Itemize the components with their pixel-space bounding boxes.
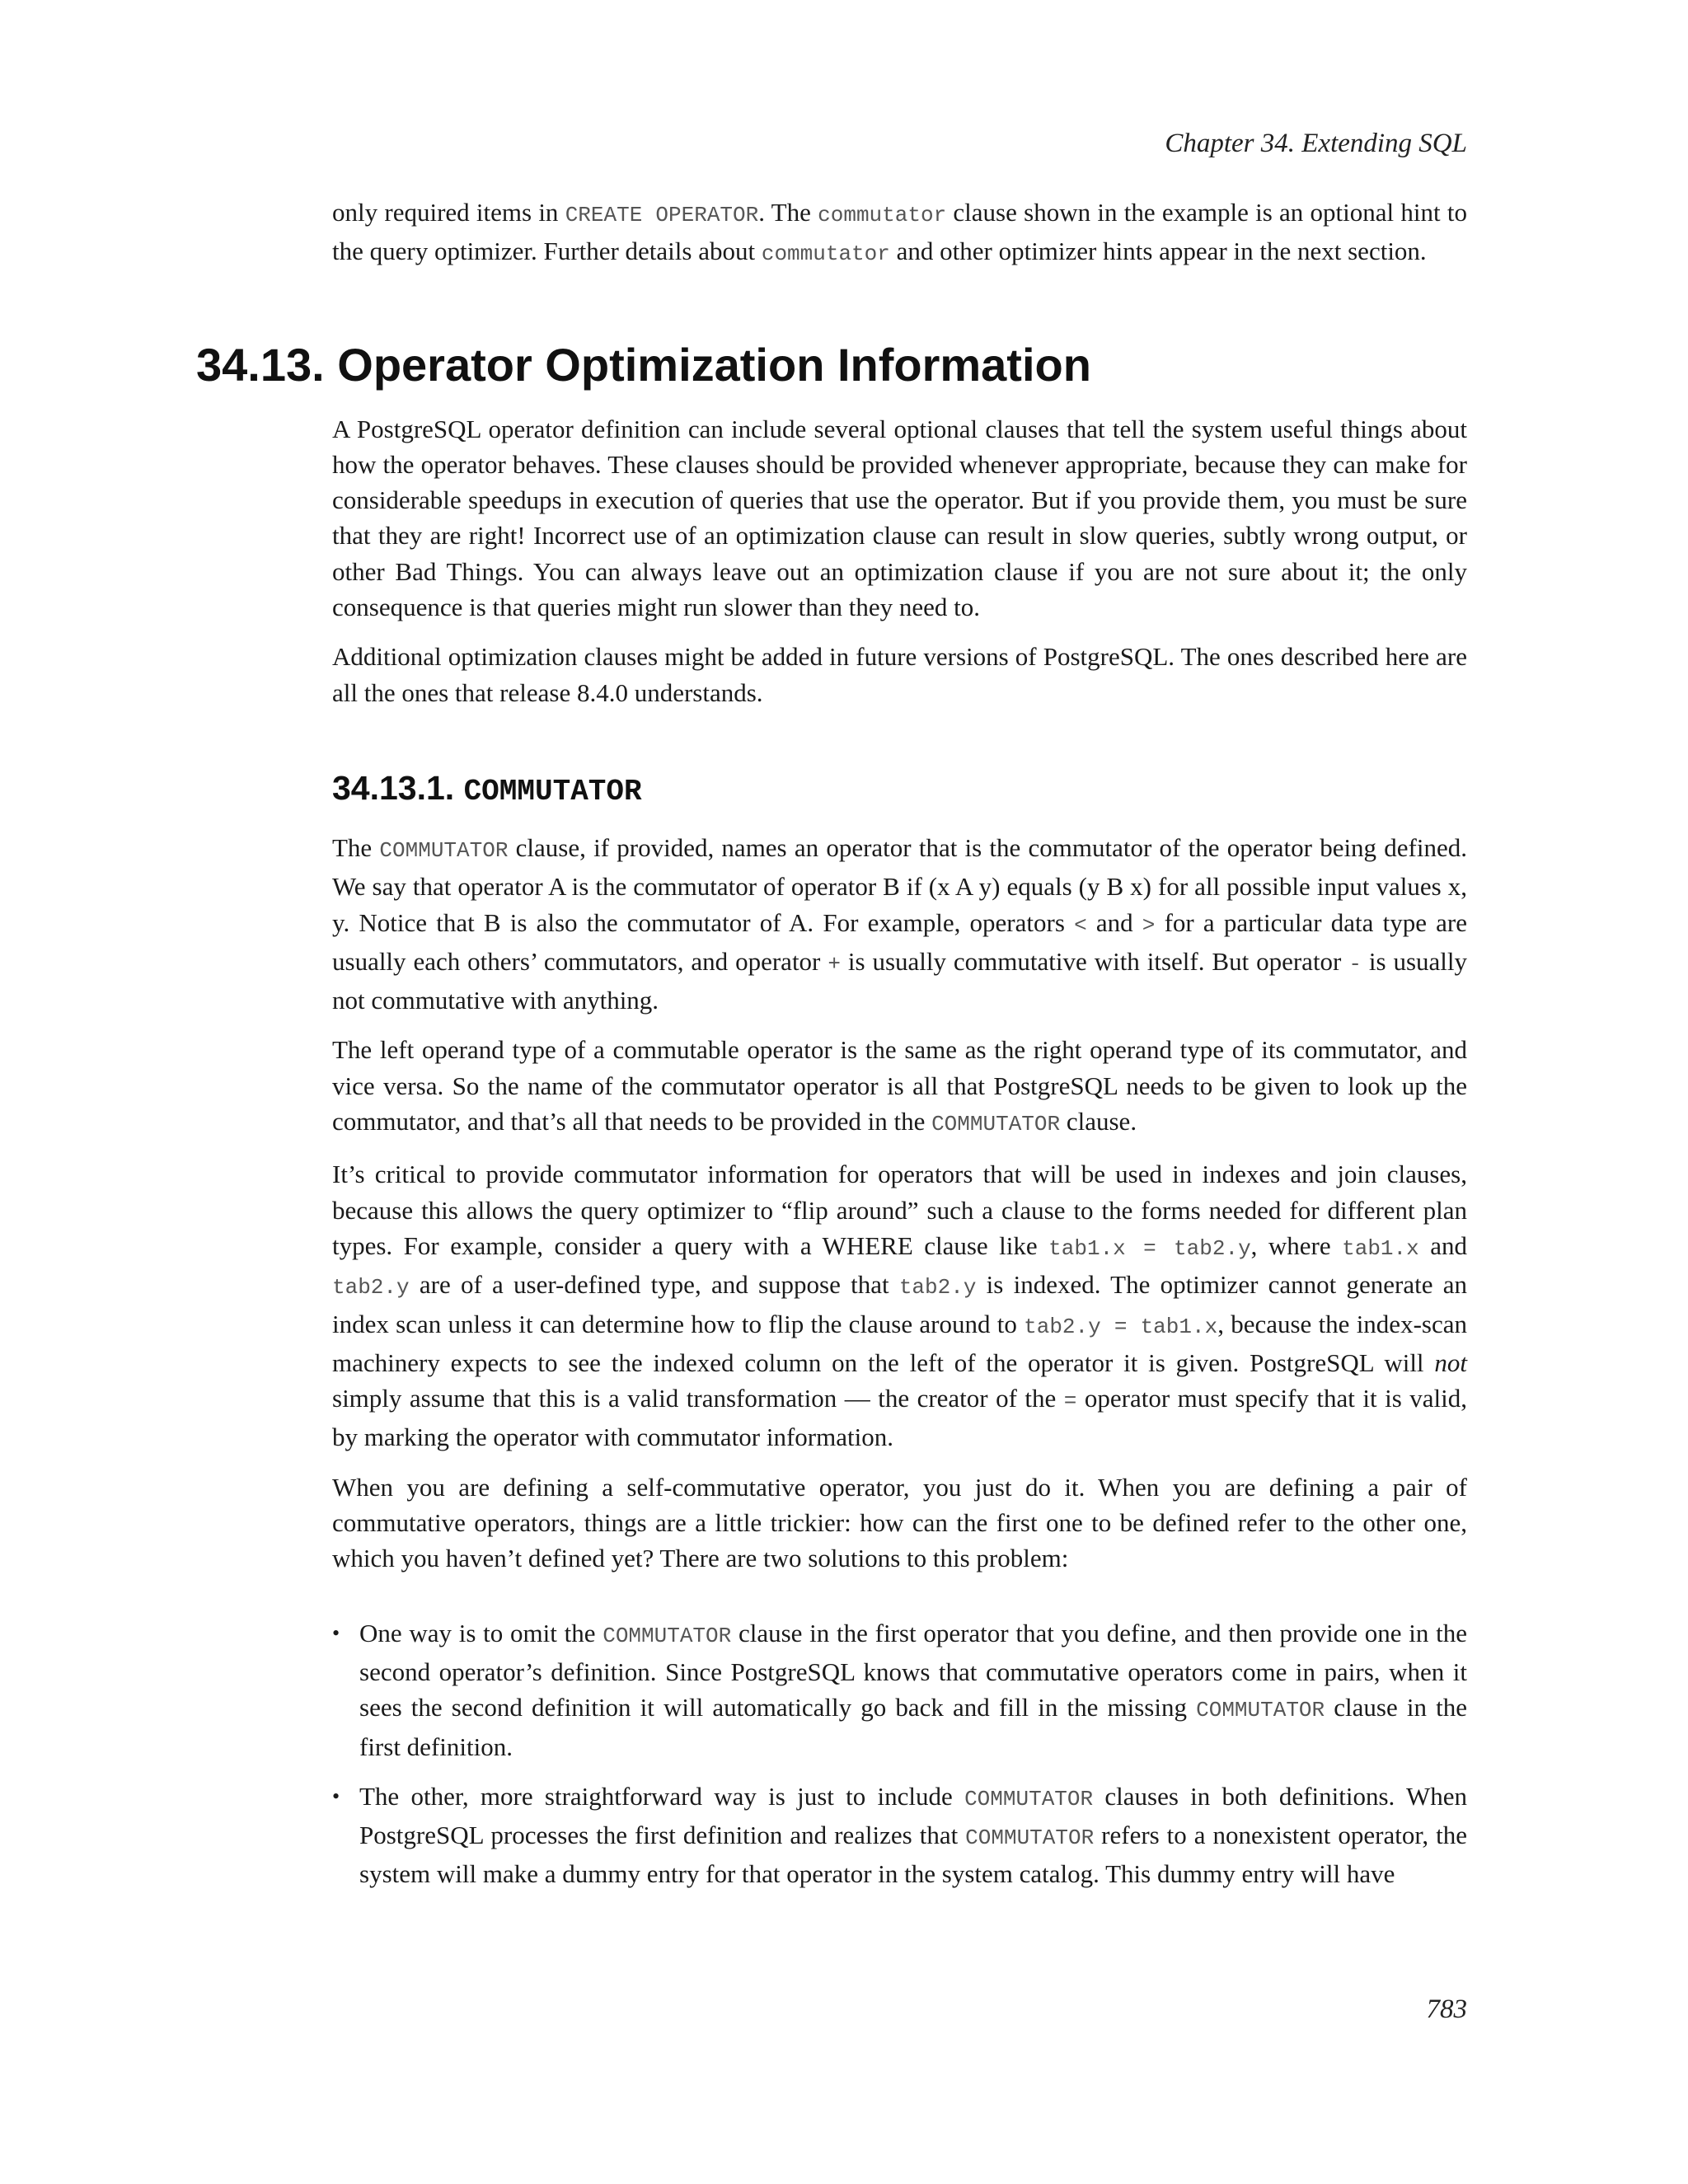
commutator-paragraph-1: The COMMUTATOR clause, if provided, names an operator that is the commutator of the operator being defined. We say that operator A is the commutator of operator B if (x A y) equals (y B x) for all possible input values x, y. Notice that B is also the commutator of A. For example, operators < and > for a particular data type are usually each others’ commutators, and operator + is usually commutative with itself. But operator - is usually not commutative with anything.: [332, 832, 1468, 1015]
code-tab2-y: tab2.y: [332, 1275, 410, 1301]
solutions-list: [332, 1615, 1467, 1892]
code-flipped-clause: tab2.y = tab1.x: [1024, 1314, 1218, 1339]
emphasis-not: not: [1434, 1347, 1467, 1377]
page-number: 783: [1426, 1994, 1467, 2024]
code-greater-than: >: [1142, 912, 1156, 938]
code-plus: +: [828, 951, 841, 977]
section-heading: 34.13. Operator Optimization Information: [196, 338, 1091, 391]
code-less-than: <: [1074, 912, 1087, 938]
code-tab1-x: tab1.x: [1342, 1235, 1419, 1261]
code-commutator-keyword: COMMUTATOR: [603, 1623, 732, 1648]
commutator-paragraph-3: It’s critical to provide commutator information for operators that will be used in indexes and join clauses, because this allows the query optimizer to “flip around” such a clause to the forms needed for different plan types. For example, consider a query with a WHERE clause like tab1.x = tab2.y, where tab1.x and tab2.y are of a user-defined type, and suppose that tab2.y is indexed. The optimizer cannot generate an index scan unless it can determine how to flip the clause around to tab2.y = tab1.x, because the index-scan machinery expects to see the indexed column on the left of the operator it is given. PostgreSQL will not simply assume that this is a valid transformation — the creator of the = operator must specify that it is valid, by marking the operator with commutator information.: [332, 1160, 1467, 1452]
list-item: • The other, more straightforward way is just to include COMMUTATOR clauses in both definitions. When PostgreSQL processes the first definition and realizes that COMMUTATOR refers to a nonexistent operator, the system will make a dummy entry for that operator in the system catalog. This dummy entry will have: [332, 1779, 1467, 1892]
code-create-operator: CREATE OPERATOR: [565, 203, 759, 227]
code-commutator-keyword: COMMUTATOR: [1196, 1698, 1325, 1723]
commutator-paragraph-4: When you are defining a self-commutative operator, you just do it. When you are defining a pair of commutative operators, things are a little trickier: how can the first one to be defined refer to the other one, which you haven’t defined yet? There are two solutions to this problem:: [332, 1472, 1467, 1573]
code-commutator-keyword: COMMUTATOR: [964, 1786, 1094, 1811]
code-where-clause: tab1.x = tab2.y: [1048, 1235, 1251, 1261]
bullet-icon: •: [332, 1783, 340, 1808]
section-paragraph-2: Additional optimization clauses might be added in future versions of PostgreSQL. The ones described here are all the ones that release 8.4.0 understands.: [332, 642, 1467, 707]
section-paragraph-1: A PostgreSQL operator definition can include several optional clauses that tell the system useful things about how the operator behaves. These clauses should be provided whenever appropriate, because they can make for considerable speedups in execution of queries that use the operator. But if you provide them, you must be sure that they are right! Incorrect use of an optimization clause can result in slow queries, subtly wrong output, or other Bad Things. You can always leave out an optimization clause if you are not sure about it; the only consequence is that queries might run slower than they need to.: [332, 414, 1467, 622]
intro-paragraph: only required items in CREATE OPERATOR. The commutator clause shown in the example is an optional hint to the query optimizer. Further details about commutator and other optimizer hints appear in the next section.: [332, 198, 1467, 267]
page-content: [196, 194, 1468, 1906]
code-equals: =: [1063, 1389, 1077, 1414]
code-commutator-keyword: COMMUTATOR: [965, 1825, 1095, 1851]
code-tab2-y: tab2.y: [898, 1275, 977, 1301]
commutator-paragraph-2: The left operand type of a commutable operator is the same as the right operand type of its commutator, and vice versa. So the name of the commutator operator is all that PostgreSQL needs to be given to look up the commutator, and that’s all that needs to be provided in the COMMUTATOR clause.: [332, 1035, 1467, 1137]
list-item: • One way is to omit the COMMUTATOR clause in the first operator that you define, and then provide one in the second operator’s definition. Since PostgreSQL knows that commutative operators come in pairs, when it sees the second definition it will automatically go back and fill in the missing COMMUTATOR clause in the first definition.: [332, 1615, 1467, 1765]
code-commutator: commutator: [761, 241, 890, 267]
code-minus: -: [1348, 951, 1362, 977]
subsection-heading: 34.13.1. COMMUTATOR: [332, 768, 642, 808]
subsection-heading-code: COMMUTATOR: [463, 774, 642, 808]
code-commutator: commutator: [818, 203, 947, 227]
running-header: Chapter 34. Extending SQL: [1165, 129, 1467, 158]
bullet-icon: •: [332, 1620, 340, 1645]
code-commutator-keyword: COMMUTATOR: [379, 837, 509, 863]
code-commutator-keyword: COMMUTATOR: [931, 1112, 1061, 1137]
